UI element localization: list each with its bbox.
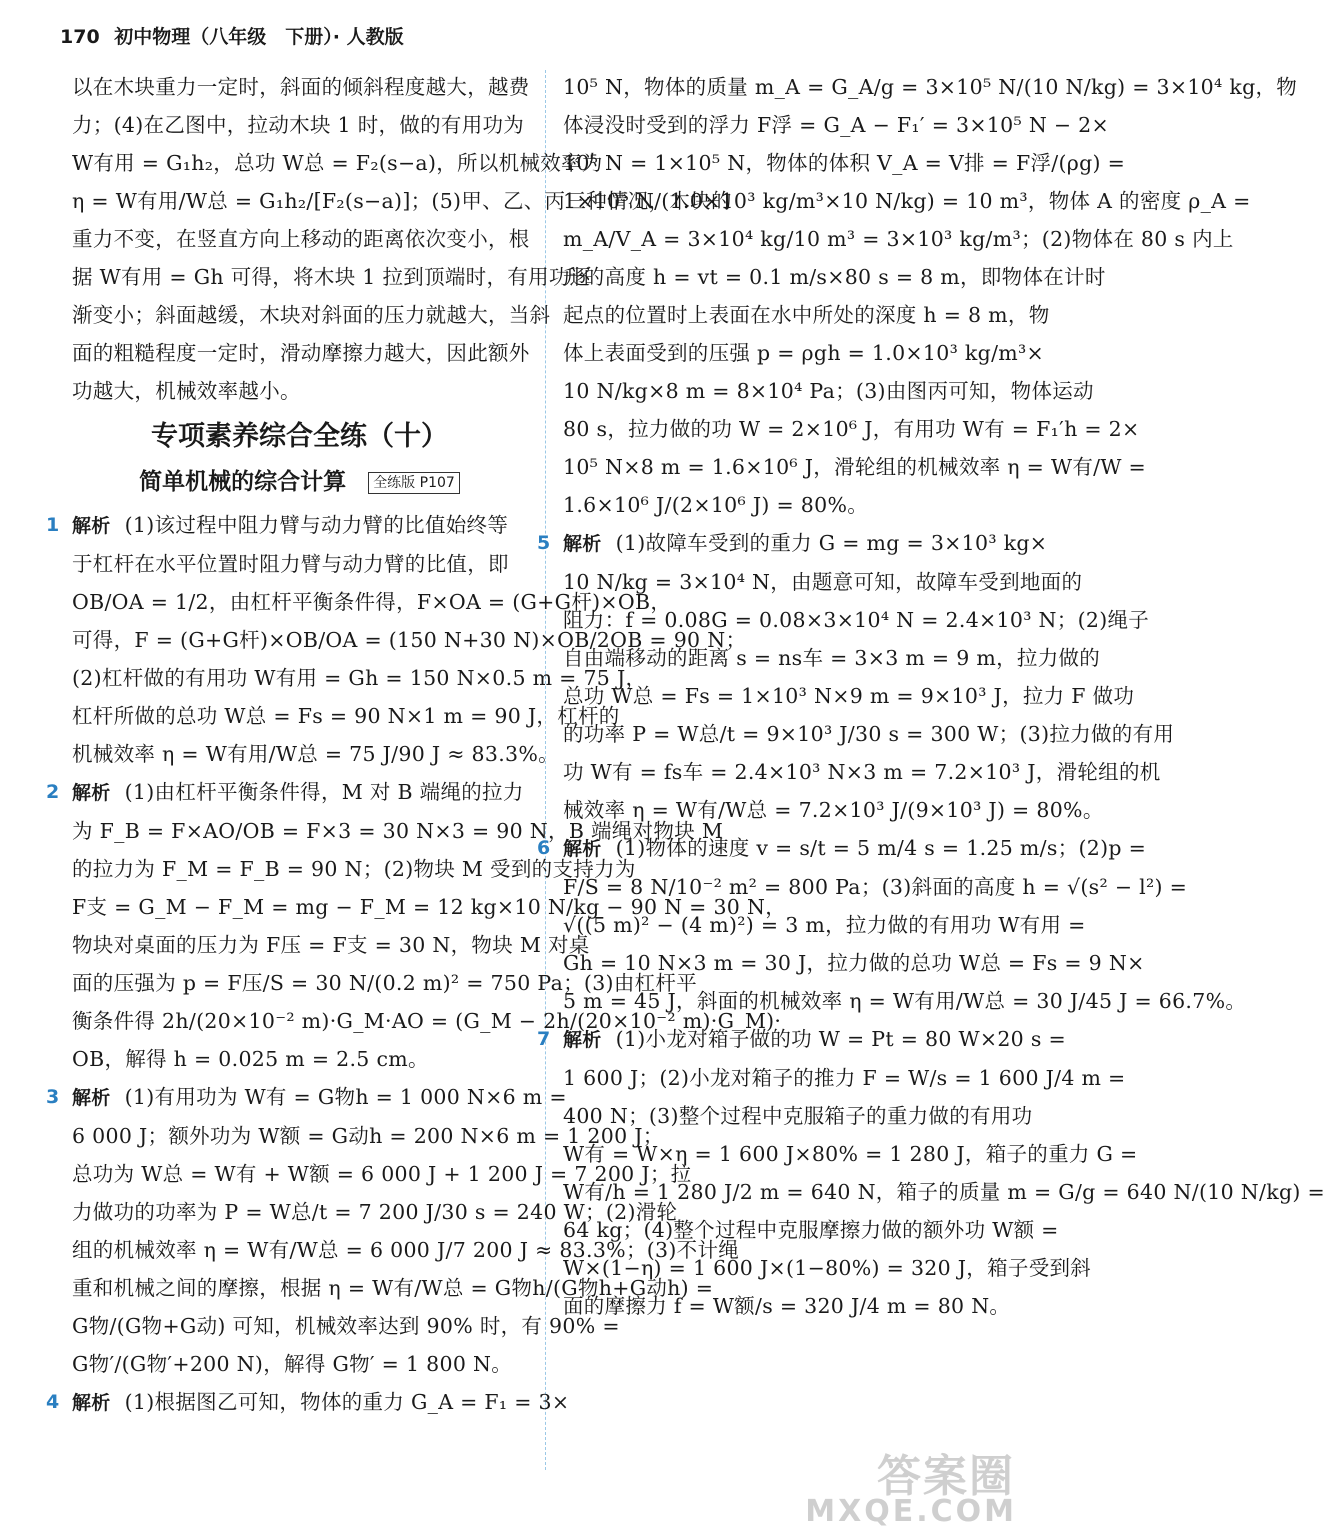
text-line: 力；(4)在乙图中，拉动木块 1 时，做的有用功为 [72,113,525,137]
text-line: OB/OA = 1/2，由杠杆平衡条件得，F×OA = (G+G杆)×OB， [72,590,672,614]
text-line: 重和机械之间的摩擦，根据 η = W有/W总 = G物h/(G物h+G动h) = [72,1276,714,1300]
answer-item-4 [46,1383,570,1422]
text-line: 面的粗糙程度一定时，滑动摩擦力越大，因此额外 [72,341,530,365]
text-line: 械效率 η = W有/W总 = 7.2×10³ J/(9×10³ J) = 80%。 [563,798,1104,822]
text-line: 面的压强为 p = F压/S = 30 N/(0.2 m)² = 750 Pa；(3)由杠杆平 [72,971,698,995]
text-line: 10⁵ N = 1×10⁵ N，物体的体积 V_A = V排 = F浮/(ρg) = [563,151,1126,175]
text-line: (2)杠杆做的有用功 W有用 = Gh = 150 N×0.5 m = 75 J， [72,666,647,690]
text-line: 5 m = 45 J，斜面的机械效率 η = W有用/W总 = 30 J/45 J = 66.7%。 [563,989,1247,1013]
analysis-label: 解析 [563,838,602,860]
text-line: 机械效率 η = W有用/W总 = 75 J/90 J ≈ 83.3%。 [72,742,559,766]
watermark-url: MXQE.COM [805,1494,1017,1529]
question-number: 7 [537,1028,551,1050]
section-subtitle: 简单机械的综合计算 [139,469,347,495]
text-line: 阻力：f = 0.08G = 0.08×3×10⁴ N = 2.4×10³ N；(2)绳子 [563,608,1150,632]
text-line: F/S = 8 N/10⁻² m² = 800 Pa；(3)斜面的高度 h = √(s² − l²) = [563,875,1188,899]
question-number: 6 [537,837,551,859]
analysis-label: 解析 [72,782,111,804]
answer-item-1 [46,506,747,773]
analysis-label: 解析 [72,1087,111,1109]
text-line: 6 000 J；额外功为 W额 = G动h = 200 N×6 m = 1 200 J； [72,1124,664,1148]
question-number: 4 [46,1391,60,1413]
page-number: 170 [60,26,100,48]
answer-item-5 [537,524,1175,829]
item-4-continuation [563,68,1298,524]
text-line: 总功 W总 = Fs = 1×10³ N×9 m = 9×10³ J，拉力 F 做功 [563,684,1135,708]
text-line: (1)物体的速度 v = s/t = 5 m/4 s = 1.25 m/s；(2)p = [615,836,1147,860]
question-number: 1 [46,514,60,536]
text-line: 10 N/kg = 3×10⁴ N，由题意可知，故障车受到地面的 [563,570,1083,594]
text-line: 10⁵ N，物体的质量 m_A = G_A/g = 3×10⁵ N/(10 N/kg) = 3×10⁴ kg，物 [563,75,1298,99]
answer-item-3 [46,1078,740,1383]
analysis-label: 解析 [563,533,602,555]
text-line: (1)小龙对箱子做的功 W = Pt = 80 W×20 s = [615,1027,1066,1051]
text-line: 升的高度 h = vt = 0.1 m/s×80 s = 8 m，即物体在计时 [563,265,1106,289]
text-line: 物块对桌面的压力为 F压 = F支 = 30 N，物块 M 对桌 [72,933,590,957]
text-line: 的功率 P = W总/t = 9×10³ J/30 s = 300 W；(3)拉力做的有用 [563,722,1175,746]
text-line: 面的摩擦力 f = W额/s = 320 J/4 m = 80 N。 [563,1294,1011,1318]
question-number: 3 [46,1086,60,1108]
question-number: 5 [537,532,551,554]
page-reference-box: 全练版 P107 [368,472,460,494]
text-line: (1)由杠杆平衡条件得，M 对 B 端绳的拉力 [124,780,524,804]
text-line: 重力不变，在竖直方向上移动的距离依次变小，根 [72,227,530,251]
text-line: √((5 m)² − (4 m)²) = 3 m，拉力做的有用功 W有用 = [563,913,1086,937]
analysis-label: 解析 [72,515,111,537]
text-line: (1)有用功为 W有 = G物h = 1 000 N×6 m = [124,1085,567,1109]
text-line: 体上表面受到的压强 p = ρgh = 1.0×10³ kg/m³× [563,341,1045,365]
text-line: 据 W有用 = Gh 可得，将木块 1 拉到顶端时，有用功逐 [72,265,591,289]
text-line: 80 s，拉力做的功 W = 2×10⁶ J，有用功 W有 = F₁′h = 2× [563,417,1140,441]
text-line: (1)故障车受到的重力 G = mg = 3×10³ kg× [615,531,1048,555]
section-subtitle-row [72,464,527,500]
section-title: 专项素养综合全练（十） [151,421,448,452]
text-line: 体浸没时受到的浮力 F浮 = G_A − F₁′ = 3×10⁵ N − 2× [563,113,1110,137]
text-line: Gh = 10 N×3 m = 30 J，拉力做的总功 W总 = Fs = 9 N× [563,951,1145,975]
text-line: 1.6×10⁶ J/(2×10⁶ J) = 80%。 [563,493,869,517]
text-line: η = W有用/W总 = G₁h₂/[F₂(s−a)]；(5)甲、乙、丙三种情况，木块的 [72,189,732,213]
text-line: 可得，F = (G+G杆)×OB/OA = (150 N+30 N)×OB/2OB = 90 N； [72,628,747,652]
text-line: (1)该过程中阻力臂与动力臂的比值始终等 [124,513,509,537]
text-line: 组的机械效率 η = W有/W总 = 6 000 J/7 200 J ≈ 83.3%；(3)不计绳 [72,1238,740,1262]
text-line: W有用 = G₁h₂，总功 W总 = F₂(s−a)，所以机械效率为 [72,151,603,175]
watermark-logo: 答案圈 [877,1451,1015,1502]
text-line: F支 = G_M − F_M = mg − F_M = 12 kg×10 N/kg − 90 N = 30 N， [72,895,786,919]
text-line: 力做功的功率为 P = W总/t = 7 200 J/30 s = 240 W；(2)滑轮 [72,1200,678,1224]
text-line: 以在木块重力一定时，斜面的倾斜程度越大，越费 [72,75,530,99]
text-line: W有/h = 1 280 J/2 m = 640 N，箱子的质量 m = G/g = 640 N/(10 N/kg) = [563,1180,1325,1204]
right-column [537,68,1325,1325]
text-line: OB，解得 h = 0.025 m = 2.5 cm。 [72,1047,429,1071]
text-line: 10 N/kg×8 m = 8×10⁴ Pa；(3)由图丙可知，物体运动 [563,379,1094,403]
text-line: G物/(G物+G动) 可知，机械效率达到 90% 时，有 90% = [72,1314,620,1338]
answer-item-2 [46,773,786,1078]
analysis-label: 解析 [563,1029,602,1051]
text-line: (1)根据图乙可知，物体的重力 G_A = F₁ = 3× [124,1390,570,1414]
text-line: G物′/(G物′+200 N)，解得 G物′ = 1 800 N。 [72,1352,513,1376]
analysis-label: 解析 [72,1392,111,1414]
text-line: 自由端移动的距离 s = ns车 = 3×3 m = 9 m，拉力做的 [563,646,1101,670]
text-line: m_A/V_A = 3×10⁴ kg/10 m³ = 3×10³ kg/m³；(2)物体在 80 s 内上 [563,227,1234,251]
text-line: 1 600 J；(2)小龙对箱子的推力 F = W/s = 1 600 J/4 m = [563,1066,1126,1090]
text-line: W有 = W×η = 1 600 J×80% = 1 280 J，箱子的重力 G = [563,1142,1138,1166]
book-title: 初中物理（八年级 下册）· 人教版 [114,26,404,48]
question-number: 2 [46,781,60,803]
text-line: 功 W有 = fs车 = 2.4×10³ N×3 m = 7.2×10³ J，滑轮组的机 [563,760,1161,784]
text-line: 杠杆所做的总功 W总 = Fs = 90 N×1 m = 90 J，杠杆的 [72,704,620,728]
text-line: 衡条件得 2h/(20×10⁻² m)·G_M·AO = (G_M − 2h/(20×10⁻² m)·G_M)· [72,1009,782,1033]
text-line: W×(1−η) = 1 600 J×(1−80%) = 320 J，箱子受到斜 [563,1256,1092,1280]
text-line: 的拉力为 F_M = F_B = 90 N；(2)物块 M 受到的支持力为 [72,857,636,881]
page-header [60,22,404,49]
text-line: 功越大，机械效率越小。 [72,379,301,403]
text-line: 起点的位置时上表面在水中所处的深度 h = 8 m，物 [563,303,1050,327]
text-line: 10⁵ N×8 m = 1.6×10⁶ J，滑轮组的机械效率 η = W有/W = [563,455,1147,479]
answer-item-7 [537,1020,1325,1325]
text-line: 64 kg；(4)整个过程中克服摩擦力做的额外功 W额 = [563,1218,1059,1242]
intro-paragraph [72,68,732,410]
text-line: 400 N；(3)整个过程中克服箱子的重力做的有用功 [563,1104,1033,1128]
text-line: 为 F_B = F×AO/OB = F×3 = 30 N×3 = 90 N，B 端绳对物块 M [72,819,724,843]
text-line: 于杠杆在水平位置时阻力臂与动力臂的比值，即 [72,552,509,576]
answer-item-6 [537,829,1247,1020]
text-line: 1×10⁵ N/(1.0×10³ kg/m³×10 N/kg) = 10 m³，物体 A 的密度 ρ_A = [563,189,1251,213]
text-line: 总功为 W总 = W有 + W额 = 6 000 J + 1 200 J = 7 200 J；拉 [72,1162,692,1186]
text-line: 渐变小；斜面越缓，木块对斜面的压力就越大，当斜 [72,303,551,327]
